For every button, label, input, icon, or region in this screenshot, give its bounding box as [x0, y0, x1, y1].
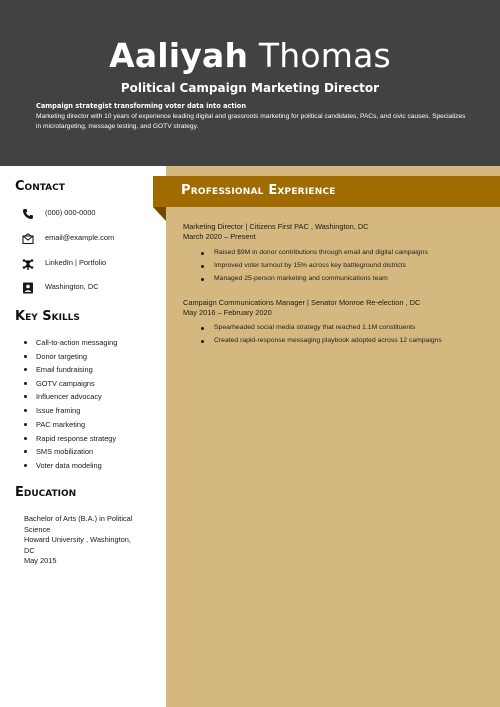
contact-heading: Contact [15, 179, 65, 194]
network-icon [22, 257, 34, 269]
email-text: email@example.com [45, 233, 115, 242]
summary: Marketing director with 10 years of experience leading digital and grassroots marketing for political candidates, PACs, and civic causes. Specializes in microtargeting, message testing, and GOTV strategy. [36, 113, 466, 130]
phone-text: (000) 000-0000 [45, 208, 96, 217]
experience-heading: Professional Experience [181, 183, 336, 198]
resume-header [0, 0, 500, 166]
degree-line: Bachelor of Arts (B.A.) in Political [24, 514, 133, 523]
tagline: Campaign strategist transforming voter data into action [36, 102, 247, 110]
location-icon [22, 281, 34, 293]
education-entry [24, 514, 156, 567]
links-text: LinkedIn | Portfolio [45, 258, 107, 267]
job-title: Campaign Communications Manager | Senator Monroe Re-election , DC [183, 298, 421, 307]
location-text: Washington, DC [45, 282, 99, 291]
banner-fold [153, 207, 166, 221]
job-title: Marketing Director | Citizens First PAC , Washington, DC [183, 222, 369, 231]
skills-heading: Key Skills [15, 309, 80, 324]
job-dates: May 2016 – February 2020 [183, 308, 272, 317]
experience-panel [166, 166, 500, 707]
education-heading: Education [15, 485, 77, 500]
school-line: DC [24, 545, 35, 555]
school-line: Howard University , Washington, [24, 535, 131, 544]
candidate-name [0, 36, 500, 76]
envelope-icon [22, 232, 34, 244]
job-dates: March 2020 – Present [183, 232, 256, 241]
first-name: Aaliyah [109, 36, 249, 75]
degree-line: Science [24, 524, 51, 534]
phone-icon [22, 207, 34, 219]
job-role: Political Campaign Marketing Director [120, 81, 380, 95]
graduation-date: May 2015 [24, 556, 57, 565]
last-name: Thomas [258, 36, 391, 75]
